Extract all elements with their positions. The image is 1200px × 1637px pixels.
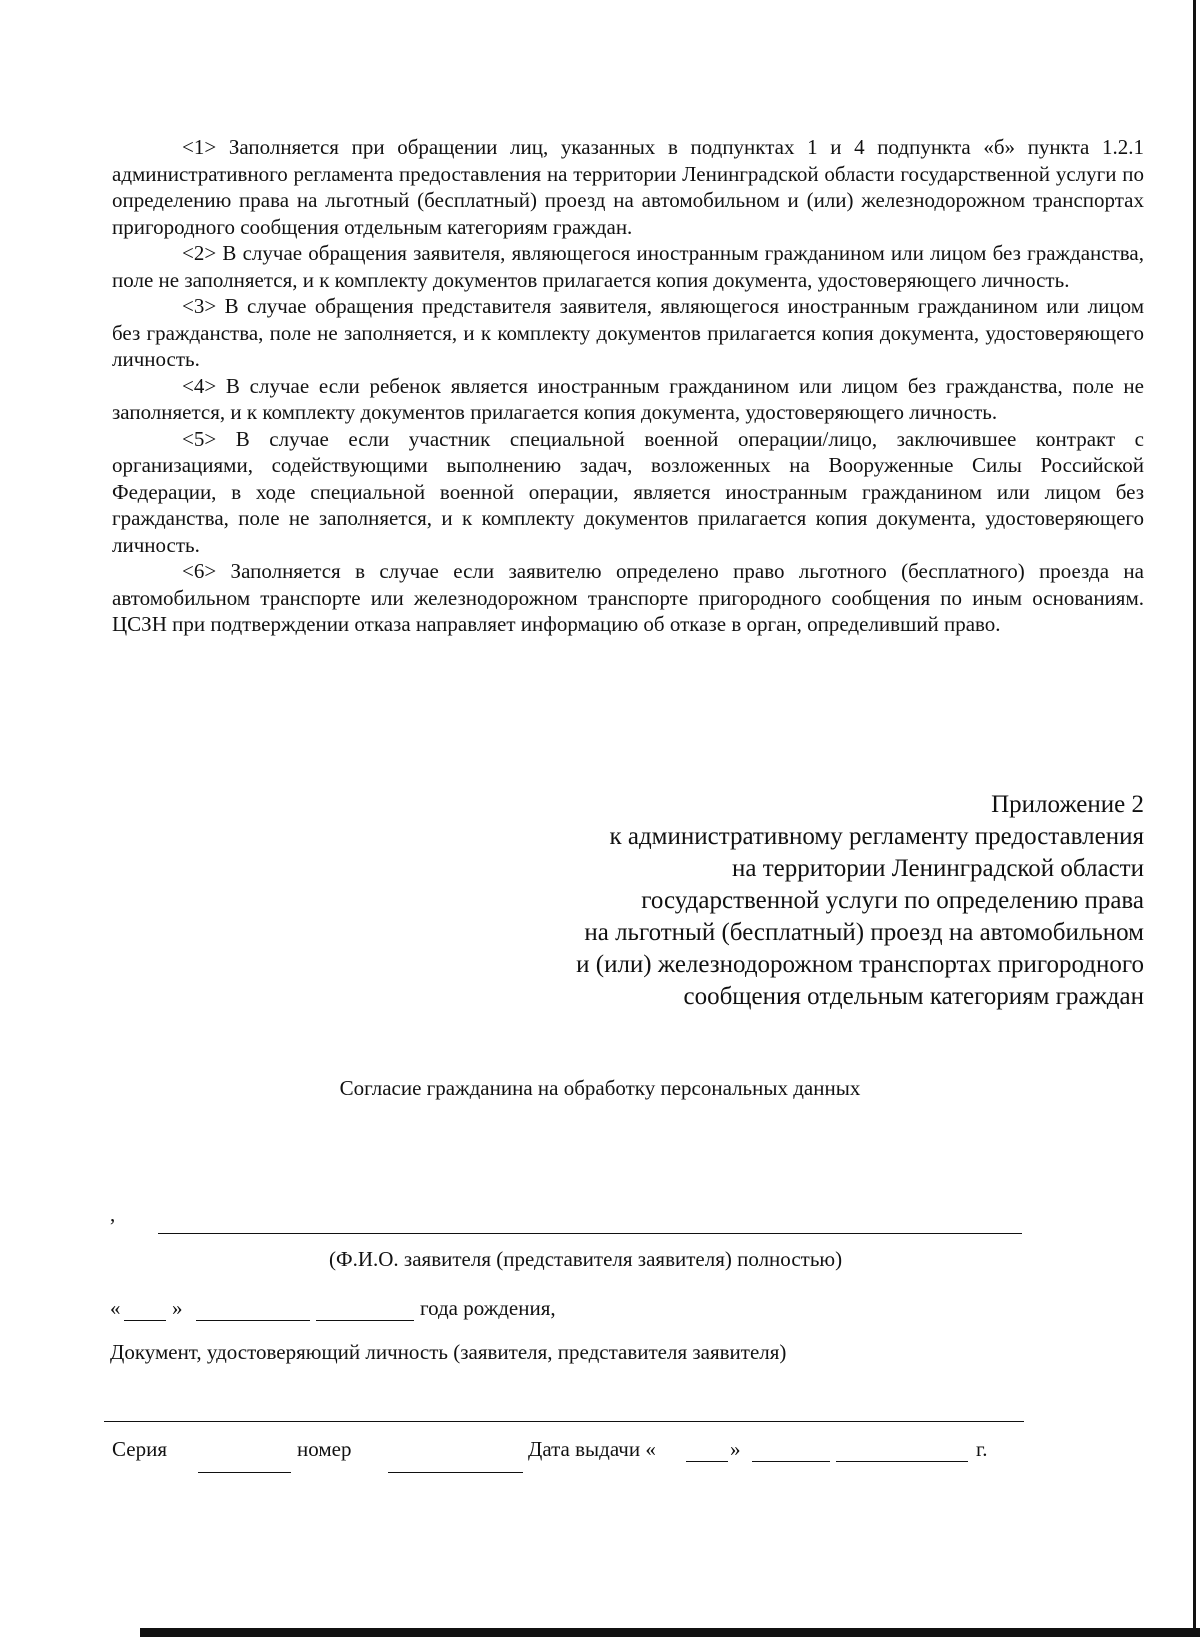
leading-comma: , [110, 1202, 116, 1226]
scan-edge-right [1193, 0, 1196, 1637]
year-abbrev: г. [976, 1437, 988, 1461]
issue-day-field[interactable] [686, 1461, 728, 1462]
appendix-line: к административному регламенту предоставления [609, 823, 1144, 850]
consent-title: Согласие гражданина на обработку персональных данных [339, 1076, 861, 1100]
birth-year-suffix: года рождения, [420, 1296, 556, 1320]
footnote-1: <1> Заполняется при обращении лиц, указанных в подпунктах 1 и 4 подпункта «б» пункта 1.2.1 административного регламента предоставления на территории Ленинградской области государственной услуги по определению права на льготный (бесплатный) проезд на автомобильном и (или) железнодорожном транспортах пригородного сообщения отдельным категориям граждан. [112, 135, 1144, 239]
appendix-line: сообщения отдельным категориям граждан [683, 983, 1144, 1010]
number-field[interactable] [388, 1472, 523, 1473]
footnote-5: <5> В случае если участник специальной военной операции/лицо, заключившее контракт с организациями, содействующими выполнению задач, возложенных на Вооруженные Силы Российской Федерации, в ходе специальной военной операции, является иностранным гражданином или лицом без гражданства, поле не заполняется, и к комплекту документов прилагается копия документа, удостоверяющего личность. [112, 426, 1144, 557]
number-label: номер [297, 1437, 352, 1461]
name-field-line[interactable] [158, 1233, 1022, 1234]
identity-document-field-line[interactable] [104, 1421, 1024, 1422]
footnotes [112, 134, 1144, 638]
series-label: Серия [112, 1437, 167, 1461]
footnote-3: <3> В случае обращения представителя заявителя, являющегося иностранным гражданином или лицом без гражданства, поле не заполняется, и к комплекту документов прилагается копия документа, удостоверяющего личность. [112, 294, 1144, 371]
appendix-line: на льготный (бесплатный) проезд на автомобильном [584, 919, 1144, 946]
issue-day-close-quote: » [730, 1437, 741, 1461]
birth-year-field[interactable] [316, 1320, 414, 1321]
birth-day-field[interactable] [124, 1320, 166, 1321]
appendix-line: государственной услуги по определению права [641, 887, 1144, 914]
birth-month-field[interactable] [196, 1320, 310, 1321]
footnote-6: <6> Заполняется в случае если заявителю определено право льготного (бесплатного) проезда на автомобильном транспорте или железнодорожном транспорте пригородного сообщения по иным основаниям. ЦСЗН при подтверждении отказа направляет информацию об отказе в орган, определивший право. [112, 559, 1144, 636]
birth-day-close-quote: » [172, 1296, 183, 1320]
identity-document-label: Документ, удостоверяющий личность (заявителя, представителя заявителя) [110, 1340, 787, 1364]
appendix-line: и (или) железнодорожном транспортах пригородного [576, 951, 1144, 978]
series-field[interactable] [198, 1472, 291, 1473]
issue-year-field[interactable] [836, 1461, 968, 1462]
appendix-title: Приложение 2 [991, 791, 1144, 818]
footnote-2: <2> В случае обращения заявителя, являющегося иностранным гражданином или лицом без гражданства, поле не заполняется, и к комплекту документов прилагается копия документа, удостоверяющего личность. [112, 241, 1144, 292]
name-field-caption: (Ф.И.О. заявителя (представителя заявителя) полностью) [329, 1247, 843, 1271]
appendix-line: на территории Ленинградской области [732, 855, 1144, 882]
footnote-4: <4> В случае если ребенок является иностранным гражданином или лицом без гражданства, поле не заполняется, и к комплекту документов прилагается копия документа, удостоверяющего личность. [112, 373, 1144, 424]
scan-edge-bottom [140, 1628, 1200, 1637]
issue-month-field[interactable] [752, 1461, 830, 1462]
birth-day-open-quote: « [110, 1296, 121, 1320]
appendix-header [440, 789, 1144, 1013]
issue-date-label: Дата выдачи « [528, 1437, 656, 1461]
